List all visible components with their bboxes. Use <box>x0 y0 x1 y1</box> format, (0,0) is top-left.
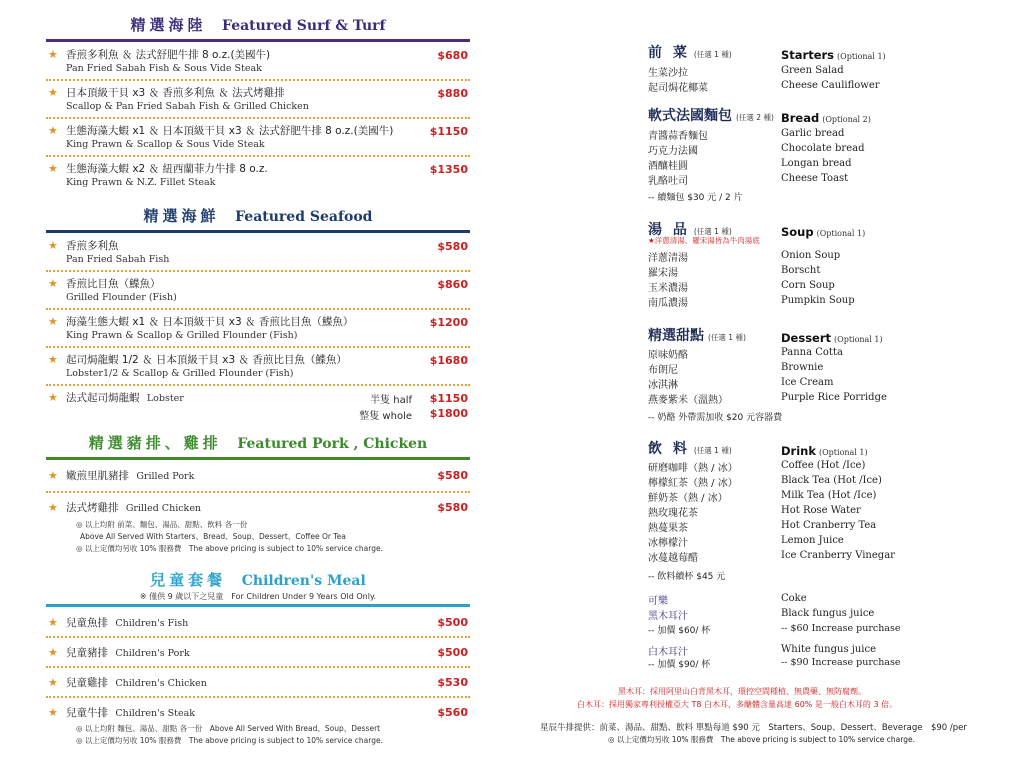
combo-price-note: 星辰牛排提供：前菜、湯品、甜點、飲料 單點每道 $90 元 Starters、Soup、Dessert、Beverage $90 /per <box>540 723 967 733</box>
bread-item-zh: 乳酪吐司 <box>648 176 688 187</box>
drink-item-en: Hot Rose Water <box>781 505 861 516</box>
dessert-item-zh: 布朗尼 <box>648 365 678 376</box>
item-name-zh: 起司焗龍蝦 1/2 ＆ 日本頂級干貝 x3 ＆ 香煎比目魚（鰈魚） <box>66 354 347 366</box>
item-name-en: King Prawn & N.Z. Fillet Steak <box>66 177 216 188</box>
item-name-zh <box>66 705 470 720</box>
menu-item[interactable] <box>46 310 470 348</box>
item-name-zh <box>66 500 470 515</box>
soup-item-en: Onion Soup <box>781 250 841 261</box>
drink-item-zh: 冰檸檬汁 <box>648 538 688 549</box>
star-icon: ★ <box>48 501 58 514</box>
drink-item-en: Black Tea (Hot /Ice) <box>781 475 882 486</box>
drink-item-zh: 檸檬紅茶（熱 / 冰） <box>648 478 738 489</box>
children-age-note: ※ 僅供 9 歲以下之兒童 For Children Under 9 Years Old Only. <box>139 592 377 601</box>
drink-opt-en: (Optional 1) <box>819 448 868 457</box>
starter-item-zh: 生菜沙拉 <box>648 68 688 79</box>
item-name-en: King Prawn & Scallop & Sous Vide Steak <box>66 139 265 150</box>
drink-heading-zh <box>648 438 732 458</box>
chicken-name-en: Grilled Chicken <box>125 503 202 514</box>
drink-opt-zh: (任選 1 種) <box>693 446 732 455</box>
menu-item[interactable] <box>46 668 470 698</box>
item-name-zh: 香煎比目魚（鰈魚） <box>66 278 161 290</box>
bread-title-zh: 軟式法國麵包 <box>648 108 732 124</box>
menu-item[interactable] <box>46 638 470 668</box>
extra-drink-price-zh: -- 加價 $60/ 杯 <box>648 626 711 636</box>
pork-chicken-note-1: ◎ 以上均附 前菜、麵包、湯品、甜點、飲料 各一份 <box>76 520 248 529</box>
children-chicken-en: Children's Chicken <box>115 678 207 689</box>
extra-drink-zh: 黑木耳汁 <box>648 611 688 622</box>
drink-item-zh: 冰蔓越莓醋 <box>648 553 698 564</box>
dessert-heading-en <box>781 327 883 346</box>
soup-item-en: Corn Soup <box>781 280 835 291</box>
starters-heading-zh <box>648 42 732 62</box>
star-icon: ★ <box>48 162 58 175</box>
menu-item[interactable] <box>46 272 470 310</box>
starter-item-en: Green Salad <box>781 65 844 76</box>
children-chicken-zh: 兒童雞排 <box>66 677 108 689</box>
children-pork-zh: 兒童豬排 <box>66 647 108 659</box>
bread-opt-en: (Optional 2) <box>822 115 871 124</box>
item-price: $1350 <box>429 163 468 176</box>
soup-opt-zh: (任選 1 種) <box>693 227 732 236</box>
bread-item-en: Cheese Toast <box>781 173 849 184</box>
bread-refill-note: -- 續麵包 $30 元 / 2 片 <box>648 193 743 203</box>
item-name-zh: 香煎多利魚 ＆ 法式舒肥牛排 8 o.z.(美國牛) <box>66 49 271 61</box>
item-name-en: Lobster1/2 & Scallop & Grilled Flounder (Fish) <box>66 368 294 379</box>
children-steak-en: Children's Steak <box>115 708 196 719</box>
extra-drink-price-en: -- $90 Increase purchase <box>781 657 901 668</box>
star-icon: ★ <box>48 676 58 689</box>
star-icon: ★ <box>48 706 58 719</box>
item-name-en: Pan Fried Sabah Fish <box>66 254 170 265</box>
star-icon: ★ <box>48 391 58 404</box>
soup-item-zh: 洋蔥清湯 <box>648 253 688 264</box>
item-name-zh: 生態海藻大蝦 x2 ＆ 紐西蘭菲力牛排 8 o.z. <box>66 163 268 175</box>
children-steak-zh: 兒童牛排 <box>66 707 108 719</box>
chicken-name-zh: 法式烤雞排 <box>66 502 119 514</box>
item-name-zh <box>66 675 470 690</box>
item-name-zh: 生態海藻大蝦 x1 ＆ 日本頂級干貝 x3 ＆ 法式舒肥牛排 8 o.z.(美國牛) <box>66 125 394 137</box>
bread-item-zh: 酒釀桂圓 <box>648 161 688 172</box>
menu-item[interactable] <box>46 157 470 193</box>
star-icon: ★ <box>48 239 58 252</box>
star-icon: ★ <box>48 86 58 99</box>
item-name-zh: 日本頂級干貝 x3 ＆ 香煎多利魚 ＆ 法式烤雞排 <box>66 87 285 99</box>
pork-name-en: Grilled Pork <box>136 471 195 482</box>
extra-drink-en: White fungus juice <box>781 644 877 655</box>
starters-heading-en <box>781 44 886 63</box>
children-note-1: ◎ 以上均附 麵包、湯品、甜點 各一份 Above All Served With Bread、Soup、Dessert <box>76 724 381 733</box>
menu-item[interactable] <box>46 461 470 493</box>
soup-opt-en: (Optional 1) <box>816 229 866 238</box>
seafood-title-en: Featured Seafood <box>235 209 373 225</box>
dessert-item-zh: 冰淇淋 <box>648 380 678 391</box>
dessert-heading-zh <box>648 325 746 345</box>
drink-item-en: Lemon Juice <box>781 535 844 546</box>
extra-drink-zh: 白木耳汁 <box>648 647 688 658</box>
item-name-zh <box>66 645 470 660</box>
children-fish-en: Children's Fish <box>115 618 189 629</box>
dessert-opt-zh: (任選 1 種) <box>708 333 746 342</box>
soup-title-en: Soup <box>781 225 814 239</box>
item-price: $530 <box>437 676 468 689</box>
lobster-half-price: $1150 <box>429 392 468 405</box>
drink-title-en: Drink <box>781 444 816 458</box>
bread-heading-zh <box>648 105 774 125</box>
star-icon: ★ <box>48 616 58 629</box>
children-note-2: ◎ 以上定價均另收 10% 服務費 The above pricing is subject to 10% service charge. <box>76 736 383 745</box>
lobster-name-en: Lobster <box>146 393 184 404</box>
extra-drink-en: Black fungus juice <box>781 608 875 619</box>
pork-chicken-note-2: Above All Served With Starters、Bread、Soup、Dessert、Coffee Or Tea <box>80 532 346 541</box>
item-price: $580 <box>437 240 468 253</box>
starters-opt-en: (Optional 1) <box>837 52 886 61</box>
surf-turf-heading <box>46 14 470 35</box>
dessert-item-en: Ice Cream <box>781 377 834 388</box>
item-name-zh <box>66 468 470 483</box>
item-price: $500 <box>437 646 468 659</box>
service-charge-note: ◎ 以上定價均另收 10% 服務費 The above pricing is subject to 10% service charge. <box>608 735 915 744</box>
pork-chicken-heading <box>46 432 470 453</box>
item-price: $1150 <box>429 125 468 138</box>
seafood-divider <box>46 230 470 233</box>
item-name-zh: 香煎多利魚 <box>66 240 119 252</box>
children-divider <box>46 604 470 607</box>
item-name-en: Grilled Flounder (Fish) <box>66 292 177 303</box>
drink-item-en: Ice Cranberry Vinegar <box>781 550 895 561</box>
star-icon: ★ <box>48 315 58 328</box>
item-price: $580 <box>437 469 468 482</box>
children-title-zh: 兒童套餐 <box>150 571 227 589</box>
drink-item-zh: 鮮奶茶（熱 / 冰） <box>648 493 728 504</box>
starter-item-en: Cheese Cauliflower <box>781 80 880 91</box>
white-fungus-note: 白木耳：採用獨家專利授權亞大 T8 白木耳，多醣體含量高達 60% 是一般白木耳的 3 倍。 <box>577 700 898 709</box>
extra-drink-zh: 可樂 <box>648 596 668 607</box>
star-icon: ★ <box>48 646 58 659</box>
item-name-zh: 海藻生態大蝦 x1 ＆ 日本頂級干貝 x3 ＆ 香煎比目魚（鰈魚） <box>66 316 354 328</box>
dessert-item-en: Purple Rice Porridge <box>781 392 887 403</box>
soup-item-zh: 玉米濃湯 <box>648 283 688 294</box>
dessert-item-zh: 原味奶酪 <box>648 350 688 361</box>
item-price: $680 <box>437 49 468 62</box>
soup-item-en: Pumpkin Soup <box>781 295 855 306</box>
item-name-zh <box>66 615 470 630</box>
star-icon: ★ <box>48 48 58 61</box>
item-price: $880 <box>437 87 468 100</box>
menu-item[interactable] <box>46 493 470 519</box>
surf-turf-divider <box>46 39 470 42</box>
menu-item[interactable] <box>46 698 470 723</box>
dessert-container-note: -- 奶酪 外帶需加收 $20 元容器費 <box>648 413 783 423</box>
starters-title-zh: 前 菜 <box>648 45 690 61</box>
bread-item-en: Garlic bread <box>781 128 845 139</box>
soup-beef-note: ★洋蔥清湯、羅宋湯皆為牛肉湯底 <box>648 236 760 245</box>
item-price: $500 <box>437 616 468 629</box>
menu-item-lobster[interactable] <box>46 386 470 422</box>
starters-opt-zh: (任選 1 種) <box>693 50 732 59</box>
extra-drink-price-zh: -- 加價 $90/ 杯 <box>648 660 711 670</box>
star-icon: ★ <box>48 469 58 482</box>
menu-item[interactable] <box>46 119 470 157</box>
children-pork-en: Children's Pork <box>115 648 190 659</box>
bread-item-zh: 青醬蒜香麵包 <box>648 131 708 142</box>
drink-item-zh: 熱玫瑰花茶 <box>648 508 698 519</box>
children-fish-zh: 兒童魚排 <box>66 617 108 629</box>
lobster-half-label: 半隻 half <box>370 395 412 406</box>
drink-item-zh: 熱蔓果茶 <box>648 523 688 534</box>
dessert-title-en: Dessert <box>781 331 832 345</box>
item-price: $1200 <box>429 316 468 329</box>
pork-name-zh: 嫩煎里肌豬排 <box>66 470 129 482</box>
children-title-en: Children's Meal <box>241 573 366 589</box>
drink-refill-note: -- 飲料續杯 $45 元 <box>648 572 726 582</box>
lobster-name-zh: 法式起司焗龍蝦 <box>66 392 140 404</box>
item-name-en: Scallop & Pan Fried Sabah Fish & Grilled Chicken <box>66 101 309 112</box>
drink-heading-en <box>781 440 868 459</box>
dessert-opt-en: (Optional 1) <box>834 335 883 344</box>
star-icon: ★ <box>48 124 58 137</box>
drink-item-en: Coffee (Hot /Ice) <box>781 460 866 471</box>
starter-item-zh: 起司焗花椰菜 <box>648 83 708 94</box>
soup-item-zh: 羅宋湯 <box>648 268 678 279</box>
item-price: $860 <box>437 278 468 291</box>
drink-item-en: Hot Cranberry Tea <box>781 520 877 531</box>
dessert-item-en: Brownie <box>781 362 824 373</box>
menu-item[interactable] <box>46 348 470 386</box>
menu-item[interactable] <box>46 234 470 272</box>
surf-turf-title-en: Featured Surf & Turf <box>222 18 386 34</box>
pork-chicken-title-zh: 精選豬排、雞排 <box>88 434 222 452</box>
drink-item-en: Milk Tea (Hot /Ice) <box>781 490 877 501</box>
menu-item[interactable] <box>46 81 470 119</box>
bread-opt-zh: (任選 2 種) <box>736 113 774 122</box>
bread-item-en: Longan bread <box>781 158 852 169</box>
item-price: $580 <box>437 501 468 514</box>
dessert-item-zh: 燕麥紫米（溫熱） <box>648 395 728 406</box>
bread-item-en: Chocolate bread <box>781 143 865 154</box>
pork-chicken-title-en: Featured Pork , Chicken <box>237 436 428 452</box>
item-name-en: King Prawn & Scallop & Grilled Flounder (Fish) <box>66 330 298 341</box>
children-heading <box>46 569 470 590</box>
drink-item-zh: 研磨咖啡（熱 / 冰） <box>648 463 738 474</box>
bread-heading-en <box>781 107 871 126</box>
menu-item[interactable] <box>46 43 470 81</box>
seafood-title-zh: 精選海鮮 <box>143 207 220 225</box>
item-price: $560 <box>437 706 468 719</box>
starters-title-en: Starters <box>781 48 835 62</box>
pork-chicken-note-3: ◎ 以上定價均另收 10% 服務費 The above pricing is subject to 10% service charge. <box>76 544 383 553</box>
left-menu-column <box>46 0 470 768</box>
drink-title-zh: 飲 料 <box>648 441 690 457</box>
extra-drink-price-en: -- $60 Increase purchase <box>781 623 901 634</box>
item-name-en: Pan Fried Sabah Fish & Sous Vide Steak <box>66 63 262 74</box>
bread-item-zh: 巧克力法國 <box>648 146 698 157</box>
soup-item-zh: 南瓜濃湯 <box>648 298 688 309</box>
lobster-whole-label: 整隻 whole <box>359 411 412 422</box>
soup-item-en: Borscht <box>781 265 821 276</box>
soup-title-zh: 湯 品 <box>648 222 690 238</box>
soup-heading-en <box>781 221 865 240</box>
item-price: $1680 <box>429 354 468 367</box>
dessert-title-zh: 精選甜點 <box>648 328 704 344</box>
extra-drink-en: Coke <box>781 593 807 604</box>
pork-chicken-divider <box>46 457 470 460</box>
star-icon: ★ <box>48 353 58 366</box>
dessert-item-en: Panna Cotta <box>781 347 843 358</box>
bread-title-en: Bread <box>781 111 820 125</box>
menu-item[interactable] <box>46 608 470 638</box>
lobster-whole-price: $1800 <box>429 407 468 420</box>
star-icon: ★ <box>48 277 58 290</box>
seafood-heading <box>46 205 470 226</box>
surf-turf-title-zh: 精選海陸 <box>130 16 207 34</box>
black-fungus-note: 黑木耳：採用阿里山白背黑木耳，環控空間種植、無農藥、無防腐劑。 <box>618 687 866 696</box>
